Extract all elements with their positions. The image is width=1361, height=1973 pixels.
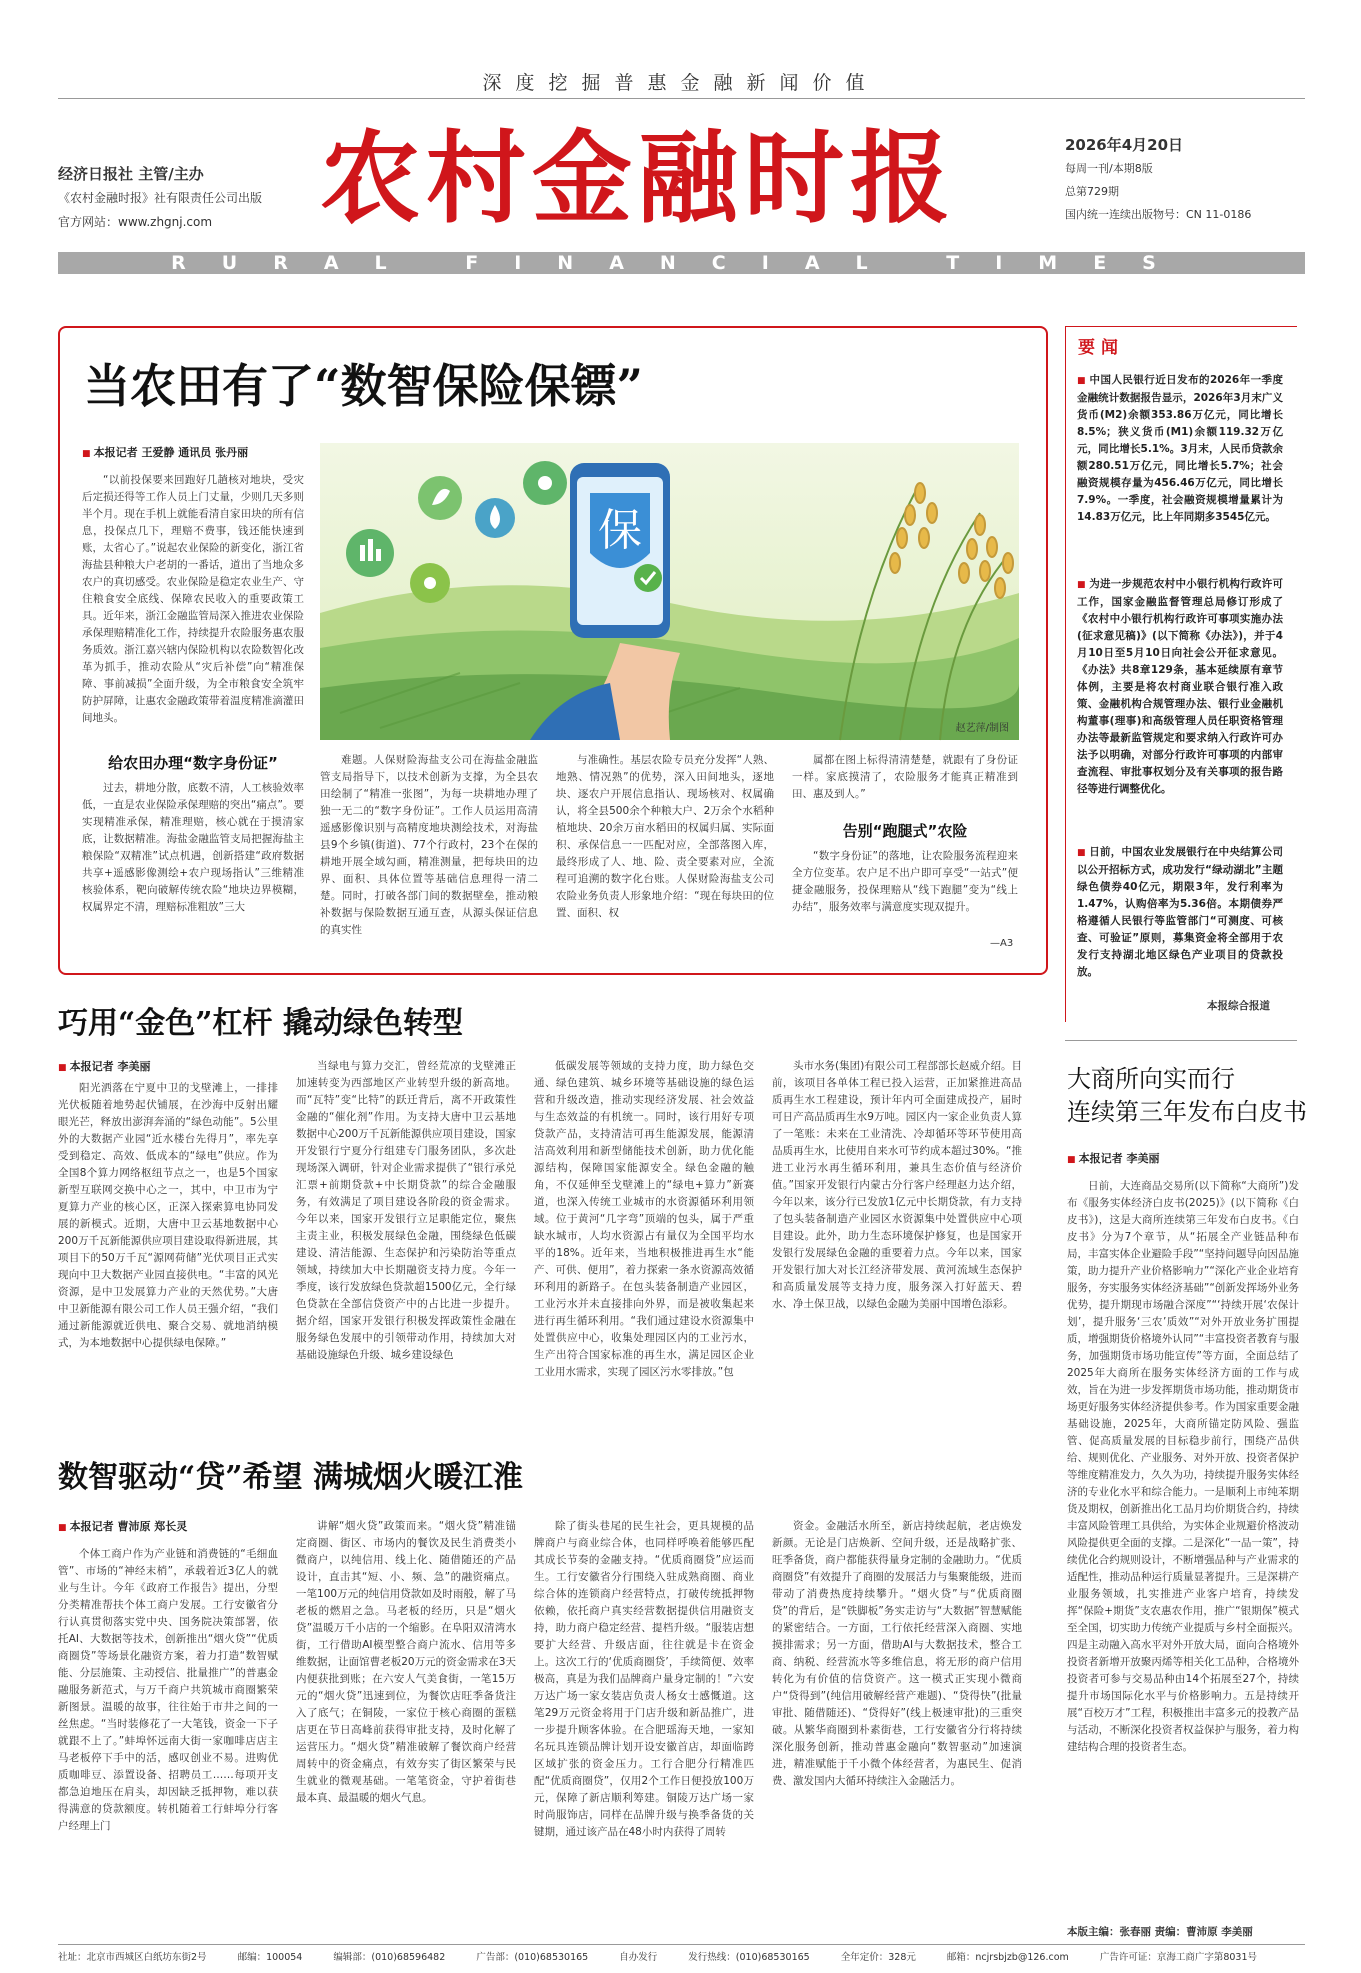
article2-headline: 巧用“金色”杠杆 撬动绿色转型: [58, 1006, 463, 1041]
page-footer: [58, 1944, 1305, 1963]
article3-col3: 除了街头巷尾的民生社会，更具规模的品牌商户与商业综合体，也同样呼唤着能够匹配其成长节奏的金融支持。“优质商圈贷”应运而生。工行安徽省分行围绕入驻成熟商圈、商业综合体的连锁商户经营特点，打破传统抵押物依赖，依托商户真实经营数据提供信用融资支持，助力商户稳定经营、提档升级。“服装店想要扩大经营、升级店面，往往就是卡在资金上。这次工行的‘优质商圈贷’，手续简便、效率极高，真是为我们品牌商户量身定制的！”六安万达广场一家女装店负责人杨女士感慨道。这笔29万元资金将用于门店升级和新品推广，进一步提升顾客体验。在合肥瑶海天地，一家知名玩具连锁品牌计划开设安徽首店，却面临跨区域扩张的资金压力。工行合肥分行精准匹配“优质商圈贷”，仅用2个工作日便投放100万元，保障了新店顺利筹建。铜陵万达广场一家时尚服饰店，同样在品牌升级与换季备货的关键期，通过该产品在48小时内获得了周转: [534, 1520, 754, 1838]
lead-col3: 与准确性。基层农险专员充分发挥“人熟、地熟、情况熟”的优势，深入田间地头，逐地块、逐农户开展信息指认、现场核对、权属确认，将全县500余个种粮大户、2万余个水稻种植地块、20余万亩水稻田的权属归属、实际面积、承保信息一一匹配对应，全部落图入库，最终形成了人、地、险、责全要素对应，全流程可追溯的数字化台账。人保财险海盐支公司农险业务负责人形象地介绍：“现在每块田的位置、面积、权: [556, 754, 774, 919]
lead-illustration: [320, 443, 1019, 740]
issue-info: [1065, 134, 1251, 226]
article2-col2: 当绿电与算力交汇，曾经荒凉的戈壁滩正加速转变为西部地区产业转型升级的新高地。而“瓦特”变“比特”的跃迁背后，离不开政策性金融的“催化剂”作用。为支持大唐中卫云基地数据中心200万千瓦新能源供应项目建设，国家开发银行宁夏分行组建专门服务团队，多次赴现场深入调研，针对企业需求提供了“银行承兑汇票+前期贷款+中长期贷款”的综合金融服务，有效满足了项目建设各阶段的资金需求。今年以来，国家开发银行立足职能定位，聚焦主责主业，积极发展绿色金融，围绕绿色低碳建设、清洁能源、生态保护和污染防治等重点领域，持续加大中长期融资支持力度。今年一季度，该行发放绿色贷款超1500亿元，全行绿色贷款在全部信贷资产中的占比进一步提升。据介绍，国家开发银行积极发挥政策性金融在服务绿色发展中的引领带动作用，持续加大对基础设施绿色升级、城乡建设绿色: [296, 1060, 516, 1361]
side-article-byline: ■ 本报记者 李美丽: [1067, 1150, 1159, 1166]
lead-jump: —A3: [990, 938, 1014, 949]
footer-price: 全年定价：328元: [840, 1952, 916, 1963]
article3-col2: 讲解“烟火贷”政策而来。“烟火贷”精准锚定商圈、街区、市场内的餐饮及民生消费类小微商户，以纯信用、线上化、随借随还的产品设计，直击其“短、小、频、急”的融资痛点。一笔100万元的纯信用贷款如及时雨般，解了马老板的燃眉之急。马老板的经历，只是“烟火贷”温暖万千小店的一个缩影。在阜阳双清湾水街，工行借助AI模型整合商户流水、信用等多维数据，让面馆曹老板20万元的资金需求在3天内便获批到账；在六安人气美食街，一笔15万元的“烟火贷”迅速到位，为餐饮店旺季备货注入了底气；在铜陵，一家位于核心商圈的蛋糕店更在节日高峰前获得审批支持，及时化解了运营压力。“烟火贷”精准破解了餐饮商户经营周转中的资金痛点，有效夯实了街区繁荣与民生就业的微观基础。一笔笔资金，守护着街巷最本真、最温暖的烟火气息。: [296, 1520, 516, 1804]
footer-email: 邮箱：ncjrsbjzb@126.com: [946, 1952, 1069, 1963]
masthead-title: 农村金融时报: [320, 119, 956, 237]
sidebar-rule: [1065, 326, 1297, 327]
english-title-bar: RURAL FINANCIAL TIMES: [58, 252, 1305, 274]
masthead-rule-top: [58, 98, 1305, 99]
footer-editorial: 编辑部：(010)68596482: [333, 1952, 446, 1963]
sidebar-source: 本报综合报道: [1207, 1000, 1270, 1012]
lead-col4: 属都在图上标得清清楚楚，就跟有了身份证一样。家底摸清了，农险服务才能真正精准到田、惠及到人。”: [792, 754, 1018, 800]
lead-col4b: “数字身份证”的落地，让农险服务流程迎来全方位变革。农户足不出户即可享受“一站式”便捷金融服务，投保理赔从“线下跑腿”变为“线上办结”，服务效率与满意度实现双提升。: [792, 850, 1018, 913]
footer-dist-dept: 发行热线：(010)68530165: [688, 1952, 810, 1963]
svg-text:保: 保: [598, 505, 642, 556]
lead-byline: ■ 本报记者 王爱静 通讯员 张丹丽: [82, 444, 248, 460]
article2-byline: ■ 本报记者 李美丽: [58, 1058, 150, 1074]
phone-icon: [570, 463, 670, 638]
cn-number: 国内统一连续出版物号：CN 11-0186: [1065, 208, 1252, 221]
article3-headline: 数智驱动“贷”希望 满城烟火暖江淮: [58, 1460, 523, 1495]
sponsor: 经济日报社 主管/主办: [58, 165, 204, 183]
side-article-headline-line1: 大商所向实而行: [1067, 1065, 1235, 1093]
sidebar-title: 要闻: [1078, 338, 1124, 358]
article2-col4: 头市水务(集团)有限公司工程部部长赵威介绍。目前，该项目各单体工程已投入运营，正加紧推进高品质再生水工程建设，预计年内可全面建成投产，届时可日产高品质再生水9万吨。园区内一家企业负责人算了一笔账：未来在工业清洗、冷却循环等环节使用高品质再生水，比使用自来水可节约成本超过30%。“推进工业污水再生循环利用，兼具生态价值与经济价值。”国家开发银行内蒙古分行客户经理赵力达介绍，今年以来，该分行已发放1亿元中长期贷款，有力支持了包头装备制造产业园区水资源集中处置供应中心项目建设。此外，助力生态环境保护修复，也是国家开发银行发展绿色金融的重要着力点。今年以来，国家开发银行加大对长江经济带发展、黄河流域生态保护和高质量发展等支持力度，服务深入打好蓝天、碧水、净土保卫战，以绿色金融为美丽中国增色添彩。: [772, 1060, 1022, 1310]
sidebar-item: ■ 中国人民银行近日发布的2026年一季度金融统计数据报告显示，2026年3月末广义货币(M2)余额353.86万亿元，同比增长8.5%；狭义货币(M1)余额119.32万亿元，同比增长5.1%。3月末，人民币贷款余额280.51万亿元，同比增长5.7%；社会融资规模存量为456.46万亿元，同比增长7.9%。一季度，社会融资规模增量累计为14.83万亿元，比上年同期多3545亿元。: [1077, 372, 1283, 562]
lead-subhead-1: 给农田办理“数字身份证”: [108, 754, 278, 772]
side-article-rule: [1065, 1040, 1297, 1041]
article3-byline: ■ 本报记者 曹沛原 郑长灵: [58, 1518, 187, 1534]
sidebar-item: ■ 日前，中国农业发展银行在中央结算公司以公开招标方式，成功发行“绿动湖北”主题绿色债券40亿元，期限3年，发行利率为1.47%，认购倍率为5.36倍。本期债券严格遵循人民银行等监管部门“可测度、可核查、可验证”原则，募集资金将全部用于农发行支持湖北地区绿色产业项目的贷款投放。: [1077, 844, 1283, 992]
article3-col4: 资金。金融活水所至，新店持续起航，老店焕发新颜。无论是门店焕新、空间升级，还是战略扩张、旺季备货，商户都能获得量身定制的金融助力。“优质商圈贷”有效提升了商圈的发展活力与集聚能级，进而带动了消费热度持续攀升。“烟火贷”与“优质商圈贷”的背后，是“铁脚板”务实走访与“大数据”智慧赋能的紧密结合。一方面，工行依托经营深入商圈、实地摸排需求；另一方面，借助AI与大数据技术，整合工商、纳税、经营流水等多维信息，将无形的商户信用转化为有价值的信贷资产。这一模式正实现小微商户“贷得到”(纯信用破解经营产难题)、“贷得快”(批量审批、随借随还)、“贷得好”(线上极速审批)的三重突破。从繁华商圈到朴素街巷，工行安徽省分行将持续深化服务创新，推动普惠金融向“数智驱动”加速演进，精准赋能于千小微个体经营者，为惠民生、促消费、激发国内大循环持续注入金融活力。: [772, 1520, 1022, 1787]
slogan: 深度挖掘普惠金融新闻价值: [482, 72, 879, 94]
lead-subhead-2: 告别“跑腿式”农险: [842, 822, 968, 840]
side-article-body: 日前，大连商品交易所(以下简称“大商所”)发布《服务实体经济白皮书(2025)》(以下简称《白皮书》)，这是大商所连续第三年发布白皮书。《白皮书》分为7个章节，从“拓展全产业链品种布局，丰富实体企业避险手段”“坚持问题导向因品施策，助力提升产业价格影响力”“深化产业企业培育服务，夯实服务实体经济基础”“创新发挥场外业务优势，提升期现市场融合深度”“‘持续开展‘农保计划’，提升服务‘三农’质效”“对外开放业务扩围提质，增强期货价格境外认同”“丰富投资者教育与服务，加强期货市场功能宣传”等方面，全面总结了2025年大商所在服务实体经济方面的工作与成效，旨在为进一步发挥期货市场功能，推动期货市场更好服务实体经济提供参考。作为国家重要金融基础设施，2025年，大商所锚定防风险、强监管、促高质量发展的目标稳步前行，围绕产品供给、规则优化、产业服务、对外开放、投资者保护等维度精准发力，久久为功，持续提升服务实体经济的专业化水平和综合能力。一是顺利上市纯苯期货及期权，创新推出化工品月均价期货合约，持续丰富风险管理工具供给，为实体企业规避价格波动风险提供更全面的支撑。二是深化“一品一策”，持续优化合约规则设计，不断增强品种与产业需求的适配性，推动品种运行质量显著提升。三是深耕产业服务领域，扎实推进产业客户培育，持续发挥“保险+期货”支农惠农作用，推广“银期保”模式至全国，切实助力传统产业提质与乡村全面振兴。四是主动融入高水平对外开放大局，面向合格境外投资者新增开放聚丙烯等相关化工品种，合格境外投资者可参与交易品种由14个拓展至27个，持续提升市场国际化水平与价格影响力。五是持续开展“百校万才”工程，积极推出丰富多元的投教产品与活动，不断深化投资者权益保护与服务，着力构建结构合理的投资者生态。: [1067, 1180, 1299, 1753]
side-article-headline: [1067, 1063, 1307, 1129]
website: 官方网站：www.zhgnj.com: [58, 215, 213, 229]
issue-frequency: 每周一刊/本期8版: [1065, 162, 1153, 175]
lead-col1b: 过去，耕地分散，底数不清，人工核验效率低，一直是农业保险承保理赔的突出“痛点”。要实现精准承保，精准理赔，核心就在于摸清家底，让数据精准。海盐金融监管支局把握海盐主粮保险“双精准”试点机遇，创新搭建“政府数据共享+遥感影像测绘+农户现场指认”三维精准核验体系，靶向破解传统农险“地块边界模糊，权属界定不清，理赔标准粗放”三大: [82, 782, 304, 913]
farm-insurance-illustration: [320, 443, 1019, 740]
page-editors: 本版主编：张春丽 责编：曹沛原 李美丽: [1067, 1926, 1253, 1938]
lead-col1: “以前投保要来回跑好几趟核对地块，受灾后定损还得等工作人员上门丈量，少则几天多则半个月。现在手机上就能看清自家田块的所有信息，投保点几下，理赔不费事，钱还能快速到账，太省心了。”说起农业保险的新变化，浙江省海盐县种粮大户老胡的一番话，道出了当地众多农户的真切感受。农业保险是稳定农业生产、守住粮食安全底线、保障农民收入的重要政策工具。近年来，浙江金融监管局深入推进农业保险承保理赔精准化工作，持续提升农险服务惠农服务质效。浙江嘉兴辖内保险机构以农险数智化改革为抓手，推动农险从“灾后补偿”向“精准保障、事前减损”全面升级，为全市粮食安全筑牢防护屏障，让惠农金融政策带着温度精准滴灌田间地头。: [82, 474, 304, 724]
sidebar-item: ■ 为进一步规范农村中小银行机构行政许可工作，国家金融监督管理总局修订形成了《农村中小银行机构行政许可事项实施办法(征求意见稿)》(以下简称《办法》)，并于4月10日至5月10日向社会公开征求意见。《办法》共8章129条，基本延续原有章节体例，主要是将农村商业联合银行准入政策、金融机构合规管理办法、银行业金融机构董事(理事)和高级管理人员任职资格管理办法等最新监管规定和要求纳入行政许可办法予以明确，对部分行政许可事项的内部审查流程、审批事权划分及有关事项的报告路径等进行调整优化。: [1077, 576, 1283, 836]
article2-col1: 阳光洒落在宁夏中卫的戈壁滩上，一排排光伏板随着地势起伏铺展，在沙海中反射出耀眼光芒，释放出澎湃奔涌的“绿色动能”。5公里外的大数据产业园“近水楼台先得月”，率先享受到稳定、高效、低成本的“绿电”供应。作为全国8个算力网络枢纽节点之一，也是5个国家新型互联网交换中心之一，其中，中卫市为宁夏算力产业的核心区，正深入探索算电协同发展的新模式。近期，大唐中卫云基地数据中心200万千瓦新能源供应项目建设取得新进展，其项目下的50万千瓦“源网荷储”光伏项目正式实现向中卫大数据产业园直接供电。“丰富的风光资源，是中卫发展算力产业的天然优势。”大唐中卫新能源有限公司工作人员王强介绍，“我们通过新能源就近供电、聚合交易、就地消纳模式，为本地数据中心提供绿电保障。”: [58, 1082, 278, 1349]
publisher: 《农村金融时报》社有限责任公司出版: [58, 191, 263, 205]
lead-col2: 难题。人保财险海盐支公司在海盐金融监管支局指导下，以技术创新为支撑，为全县农田绘制了“精准一张图”，为每一块耕地办理了独一无二的“数字身份证”。工作人员运用高清遥感影像识别与高精度地块测绘技术，对海盐县9个乡镇(街道)、77个行政村，23个在保的耕地开展全域勾画，精准测量，把每块田的边界、面积、具体位置等基础信息理得一清二楚。同时，打破各部门间的数据壁垒，推动粮补数据与保险数据互通互查，从源头保证信息的真实性: [320, 754, 538, 936]
article2-col3: 低碳发展等领域的支持力度，助力绿色交通、绿色建筑、城乡环境等基础设施的绿色运营和升级改造，推动实现经济发展、社会效益与生态效益的有机统一。同时，该行用好专项贷款产品，支持清洁可再生能源发展，能源清洁高效利用和新型储能技术创新，助力优化能源结构，保障国家能源安全。绿色金融的触角，不仅延伸至戈壁滩上的“绿电+算力”新赛道，也深入传统工业城市的水资源循环利用领域。位于黄河“几字弯”顶端的包头，属于严重缺水城市，人均水资源占有量仅为全国平均水平的18%。近年来，当地积极推进再生水“能产、可供、便用”，着力探索一条水资源高效循环利用的新路子。在包头装备制造产业园区，工业污水并未直接排向外界，而是被收集起来进行再生循环利用。“我们通过建设水资源集中处置供应中心，收集处理园区内的工业污水，生产出符合国家标准的再生水，满足园区企业工业用水需求，实现了园区污水零排放。”包: [534, 1060, 754, 1378]
issue-date: 2026年4月20日: [1065, 136, 1184, 154]
side-article-headline-line2: 连续第三年发布白皮书: [1067, 1098, 1307, 1126]
footer-ad-license: 广告许可证：京海工商广字第8031号: [1099, 1952, 1257, 1963]
lead-headline: 当农田有了“数智保险保镖”: [84, 359, 643, 413]
publisher-info: [58, 162, 262, 234]
illustration-credit: 赵艺萍/制图: [955, 723, 1009, 734]
article3-col1: 个体工商户作为产业链和消费链的“毛细血管”、市场的“神经末梢”，承载着近3亿人的就业与生计。今年《政府工作报告》提出，分型分类精准帮扶个体工商户发展。工行安徽省分行认真贯彻落实党中央、国务院决策部署，依托AI、大数据等技术，创新推出“烟火贷”“优质商圈贷”等场景化融资方案，着力打造“数智赋能、分层施策、主动授信、批量推广”的普惠金融服务新范式，与万千商户共筑城市商圈繁荣新图景。温暖的故事，往往始于市井之间的一丝焦虑。“当时装修花了一大笔钱，资金一下子就跟不上了。”蚌埠怀远南大街一家咖啡店店主马老板停下手中的活，感叹创业不易。进购优质咖啡豆、添置设备、招聘员工……每项开支都急迫地压在肩头，却因缺乏抵押物，难以获得满意的贷款额度。转机随着工行蚌埠分行客户经理上门: [58, 1548, 278, 1832]
issue-number: 总第729期: [1065, 185, 1119, 198]
footer-postcode: 邮编：100054: [237, 1952, 303, 1963]
footer-distribution: 自办发行: [619, 1952, 658, 1963]
footer-ad-dept: 广告部：(010)68530165: [476, 1952, 589, 1963]
footer-address: 社址：北京市西城区白纸坊东街2号: [58, 1952, 207, 1963]
